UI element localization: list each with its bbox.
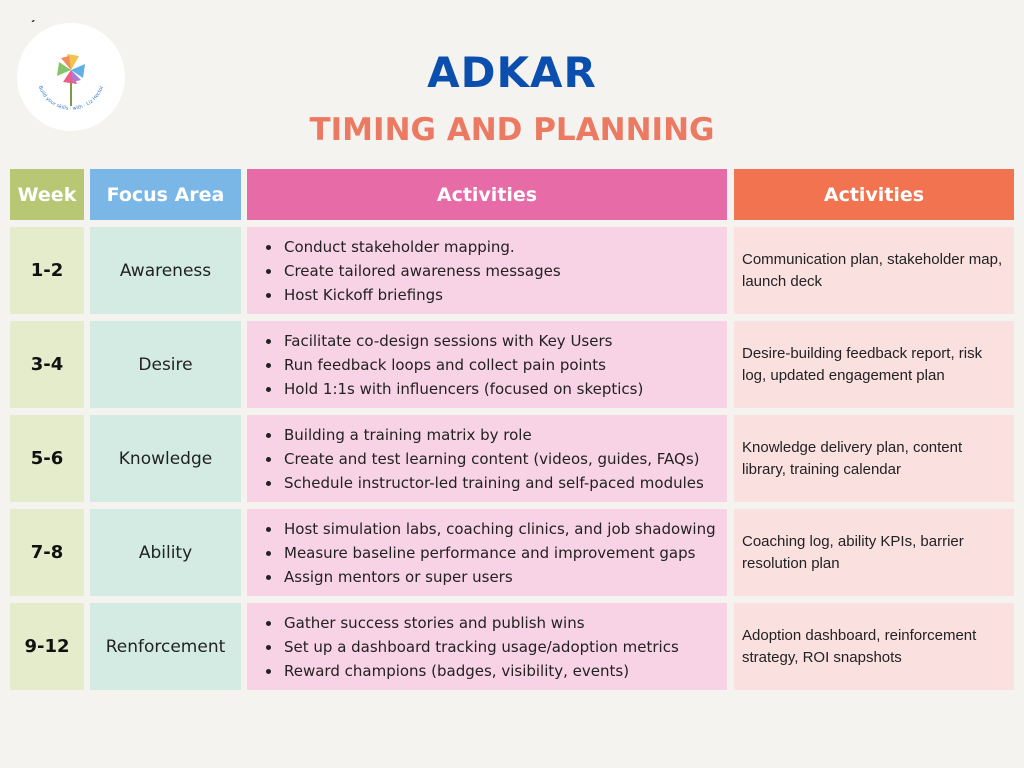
activity-item: Run feedback loops and collect pain points: [262, 353, 643, 377]
row-deliverables: Adoption dashboard, reinforcement strategy, ROI snapshots: [734, 603, 1014, 690]
row-week: 3-4: [10, 321, 84, 408]
row-deliverables: Communication plan, stakeholder map, launch deck: [734, 227, 1014, 314]
activities-list: [262, 611, 679, 683]
row-focus-area: Knowledge: [90, 415, 241, 502]
row-week: 1-2: [10, 227, 84, 314]
header-deliverables: Activities: [734, 169, 1014, 220]
activity-item: Create tailored awareness messages: [262, 259, 561, 283]
activity-item: Host simulation labs, coaching clinics, and job shadowing: [262, 517, 716, 541]
row-focus-area: Ability: [90, 509, 241, 596]
activity-item: Reward champions (badges, visibility, events): [262, 659, 679, 683]
activity-item: Assign mentors or super users: [262, 565, 716, 589]
activities-list: [262, 235, 561, 307]
row-activities: [247, 509, 727, 596]
activity-item: Create and test learning content (videos, guides, FAQs): [262, 447, 704, 471]
row-focus-area: Desire: [90, 321, 241, 408]
row-activities: [247, 321, 727, 408]
activities-list: [262, 329, 643, 401]
activity-item: Measure baseline performance and improvement gaps: [262, 541, 716, 565]
page-title: ADKAR: [427, 48, 597, 97]
activity-item: Hold 1:1s with influencers (focused on skeptics): [262, 377, 643, 401]
activity-item: Facilitate co-design sessions with Key Users: [262, 329, 643, 353]
logo-tagline: Build your skills · with · Liz Hector: [36, 85, 106, 112]
row-deliverables: Coaching log, ability KPIs, barrier resolution plan: [734, 509, 1014, 596]
activities-list: [262, 423, 704, 495]
row-activities: [247, 227, 727, 314]
row-week: 9-12: [10, 603, 84, 690]
row-deliverables: Knowledge delivery plan, content library, training calendar: [734, 415, 1014, 502]
activities-list: [262, 517, 716, 589]
row-week: 7-8: [10, 509, 84, 596]
activity-item: Conduct stakeholder mapping.: [262, 235, 561, 259]
logo-text: [14, 20, 128, 23]
header-week: Week: [10, 169, 84, 220]
row-week: 5-6: [10, 415, 84, 502]
activity-item: Host Kickoff briefings: [262, 283, 561, 307]
row-deliverables: Desire-building feedback report, risk log, updated engagement plan: [734, 321, 1014, 408]
row-focus-area: Renforcement: [90, 603, 241, 690]
row-focus-area: Awareness: [90, 227, 241, 314]
activity-item: Building a training matrix by role: [262, 423, 704, 447]
header-activities: Activities: [247, 169, 727, 220]
activity-item: Gather success stories and publish wins: [262, 611, 679, 635]
activity-item: Set up a dashboard tracking usage/adoption metrics: [262, 635, 679, 659]
row-activities: [247, 415, 727, 502]
row-activities: [247, 603, 727, 690]
header-focus-area: Focus Area: [90, 169, 241, 220]
activity-item: Schedule instructor-led training and self-paced modules: [262, 471, 704, 495]
page-subtitle: TIMING AND PLANNING: [309, 112, 715, 148]
